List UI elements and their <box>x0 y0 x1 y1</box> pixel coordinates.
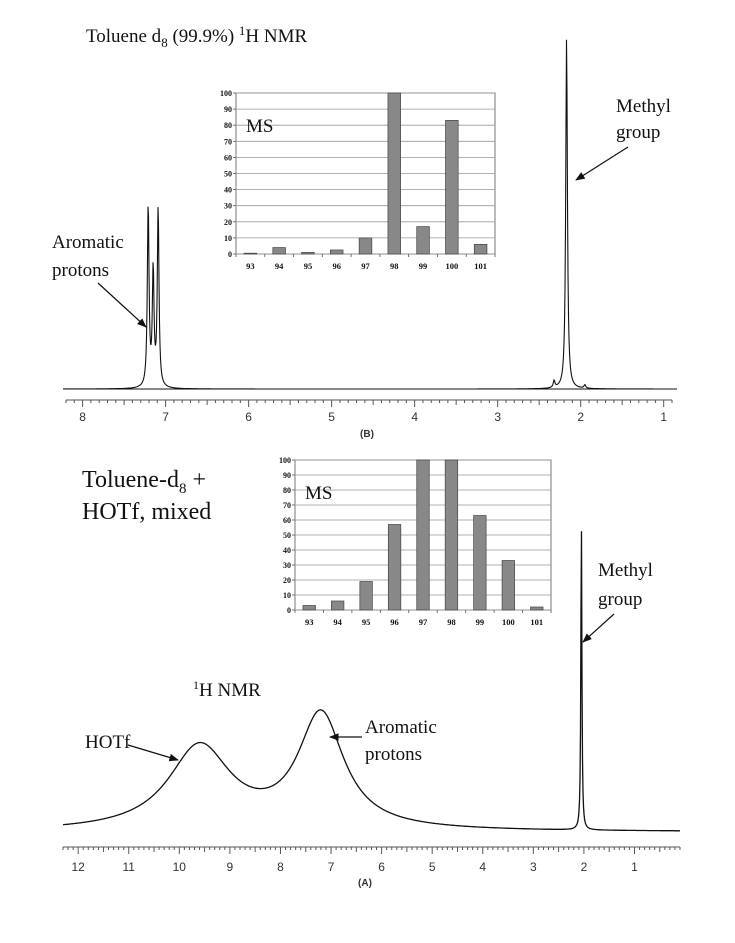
x-tick-label-1: 11 <box>122 860 135 874</box>
x-tick-label-5: 3 <box>494 410 502 424</box>
ms-b-y-tick-label-3: 30 <box>224 201 232 211</box>
ms-a-y-tick-label-10: 100 <box>279 456 291 465</box>
ms-b-y-tick-label-0: 0 <box>228 250 232 259</box>
ms-b-y-tick-label-9: 90 <box>224 105 232 115</box>
x-tick-label-3: 5 <box>328 410 335 424</box>
annotation-hotf <box>85 732 178 760</box>
methyl-label-b-line2: group <box>616 122 661 143</box>
ms-a-x-tick-label-0: 93 <box>304 617 314 627</box>
ms-b-x-tick-label-7: 100 <box>445 261 459 271</box>
methyl-arrow-a <box>583 614 614 642</box>
panel-b-title: Toluene $d_8$ (99.9%) $^1$H NMR <box>86 23 308 50</box>
ms-b-x-tick-label-2: 95 <box>303 261 313 271</box>
methyl-label-a-line2: group <box>598 589 643 610</box>
ms-b-y-tick-label-10: 100 <box>220 89 232 98</box>
ms-b-x-tick-label-3: 96 <box>332 261 341 271</box>
ms-a-x-tick-label-6: 99 <box>475 617 485 627</box>
ms-a-y-tick-label-2: 20 <box>283 576 291 585</box>
ms-b-label: MS <box>246 116 274 137</box>
ms-a-bar-96 <box>388 525 401 611</box>
annotation-methyl-b <box>576 96 671 180</box>
annotation-methyl-a <box>583 560 653 642</box>
ms-a-bar-94 <box>331 601 344 610</box>
ms-a-x-tick-label-2: 95 <box>361 617 371 627</box>
ms-b-bar-100 <box>446 120 459 254</box>
panel-a-title-line2: HOTf, mixed <box>82 499 212 525</box>
methyl-label-a-line1: Methyl <box>598 560 653 581</box>
ms-a-y-tick-label-1: 10 <box>283 591 291 600</box>
ms-b-y-tick-label-8: 80 <box>224 121 232 131</box>
ms-a-x-tick-label-4: 97 <box>418 617 428 627</box>
ms-a-bar-98 <box>445 460 458 610</box>
ms-b-x-tick-label-6: 99 <box>418 261 428 271</box>
x-tick-label-11: 1 <box>631 860 638 874</box>
x-tick-label-2: 10 <box>172 860 186 874</box>
ms-b-y-tick-label-1: 10 <box>224 233 232 243</box>
ms-b-bar-97 <box>359 238 372 254</box>
ms-b-x-tick-label-8: 101 <box>474 261 487 271</box>
ms-a-y-tick-label-3: 30 <box>283 561 291 570</box>
panel-b-label: (B) <box>360 429 374 440</box>
ms-a-bar-95 <box>360 582 373 611</box>
x-tick-label-8: 4 <box>479 860 487 874</box>
x-tick-label-10: 2 <box>580 860 588 874</box>
panel-a-title-line1: Toluene-$d_8$ + <box>82 467 206 497</box>
ms-a-x-tick-label-7: 100 <box>501 617 515 627</box>
ms-b-bar-99 <box>417 227 430 254</box>
nmr-label-a: $^1$H NMR <box>193 678 261 701</box>
ms-b-bar-98 <box>388 93 401 254</box>
ms-a-y-tick-label-5: 50 <box>283 531 291 540</box>
ms-a-label: MS <box>305 483 333 504</box>
ms-b-x-tick-label-5: 98 <box>390 261 399 271</box>
panel-a-label: (A) <box>358 878 372 889</box>
ms-b-bar-96 <box>330 250 343 254</box>
ms-a-y-tick-label-6: 60 <box>283 516 291 525</box>
panel-a <box>63 456 680 889</box>
x-tick-label-5: 7 <box>327 860 335 874</box>
ms-b-x-tick-label-1: 94 <box>274 261 284 271</box>
ms-b-bar-95 <box>302 252 315 254</box>
x-tick-label-1: 7 <box>162 410 169 424</box>
ms-b-y-tick-label-7: 70 <box>224 137 232 147</box>
x-tick-label-7: 5 <box>428 860 436 874</box>
annotation-aromatic-b <box>52 232 146 327</box>
aromatic-label-b-line1: Aromatic <box>52 232 124 253</box>
methyl-arrow-b <box>576 147 628 180</box>
aromatic-arrow-b <box>98 283 146 327</box>
x-tick-label-9: 3 <box>529 860 537 874</box>
x-tick-label-4: 8 <box>277 860 284 874</box>
ms-a-bar-100 <box>502 561 515 611</box>
x-tick-label-6: 2 <box>577 410 585 424</box>
ms-b-bar-101 <box>474 244 487 254</box>
aromatic-label-b-line2: protons <box>52 260 109 281</box>
methyl-label-b-line1: Methyl <box>616 96 671 117</box>
aromatic-label-a-line2: protons <box>365 744 422 765</box>
ms-a-y-tick-label-8: 80 <box>283 486 291 495</box>
ms-b-x-tick-label-0: 93 <box>246 261 255 271</box>
annotation-aromatic-a <box>330 717 437 765</box>
ms-b-bar-93 <box>244 253 257 254</box>
x-tick-label-7: 1 <box>660 410 668 424</box>
ms-a-x-tick-label-3: 96 <box>390 617 399 627</box>
ms-b-y-tick-label-5: 50 <box>224 169 232 179</box>
x-tick-label-0: 8 <box>79 410 86 424</box>
ms-a-y-tick-label-9: 90 <box>283 471 291 480</box>
hotf-arrow <box>128 745 178 760</box>
ms-b-x-tick-label-4: 97 <box>361 261 370 271</box>
x-tick-label-6: 6 <box>378 860 385 874</box>
ms-inset-a <box>279 456 551 627</box>
ms-a-bar-101 <box>531 607 544 610</box>
ms-a-y-tick-label-7: 70 <box>283 501 291 510</box>
ms-b-y-tick-label-6: 60 <box>224 153 232 163</box>
x-ticks-b <box>66 400 672 424</box>
ms-a-x-tick-label-8: 101 <box>530 617 544 627</box>
x-tick-label-2: 6 <box>245 410 252 424</box>
ms-inset-b <box>220 89 495 271</box>
ms-a-y-tick-label-4: 40 <box>283 546 291 555</box>
ms-a-x-tick-label-5: 98 <box>447 617 456 627</box>
ms-a-bar-93 <box>303 606 316 611</box>
x-tick-label-0: 12 <box>71 860 85 874</box>
ms-a-x-tick-label-1: 94 <box>333 617 342 627</box>
panel-b <box>52 23 677 440</box>
hotf-label: HOTf <box>85 732 131 753</box>
ms-b-y-tick-label-4: 40 <box>224 185 232 195</box>
ms-b-y-tick-label-2: 20 <box>224 217 232 227</box>
ms-b-bar-94 <box>273 248 286 254</box>
x-ticks-a <box>63 847 680 874</box>
x-tick-label-4: 4 <box>411 410 419 424</box>
ms-a-bar-97 <box>417 460 430 610</box>
ms-a-bar-99 <box>474 516 487 611</box>
x-tick-label-3: 9 <box>226 860 234 874</box>
ms-a-y-tick-label-0: 0 <box>287 606 291 615</box>
aromatic-label-a-line1: Aromatic <box>365 717 437 738</box>
